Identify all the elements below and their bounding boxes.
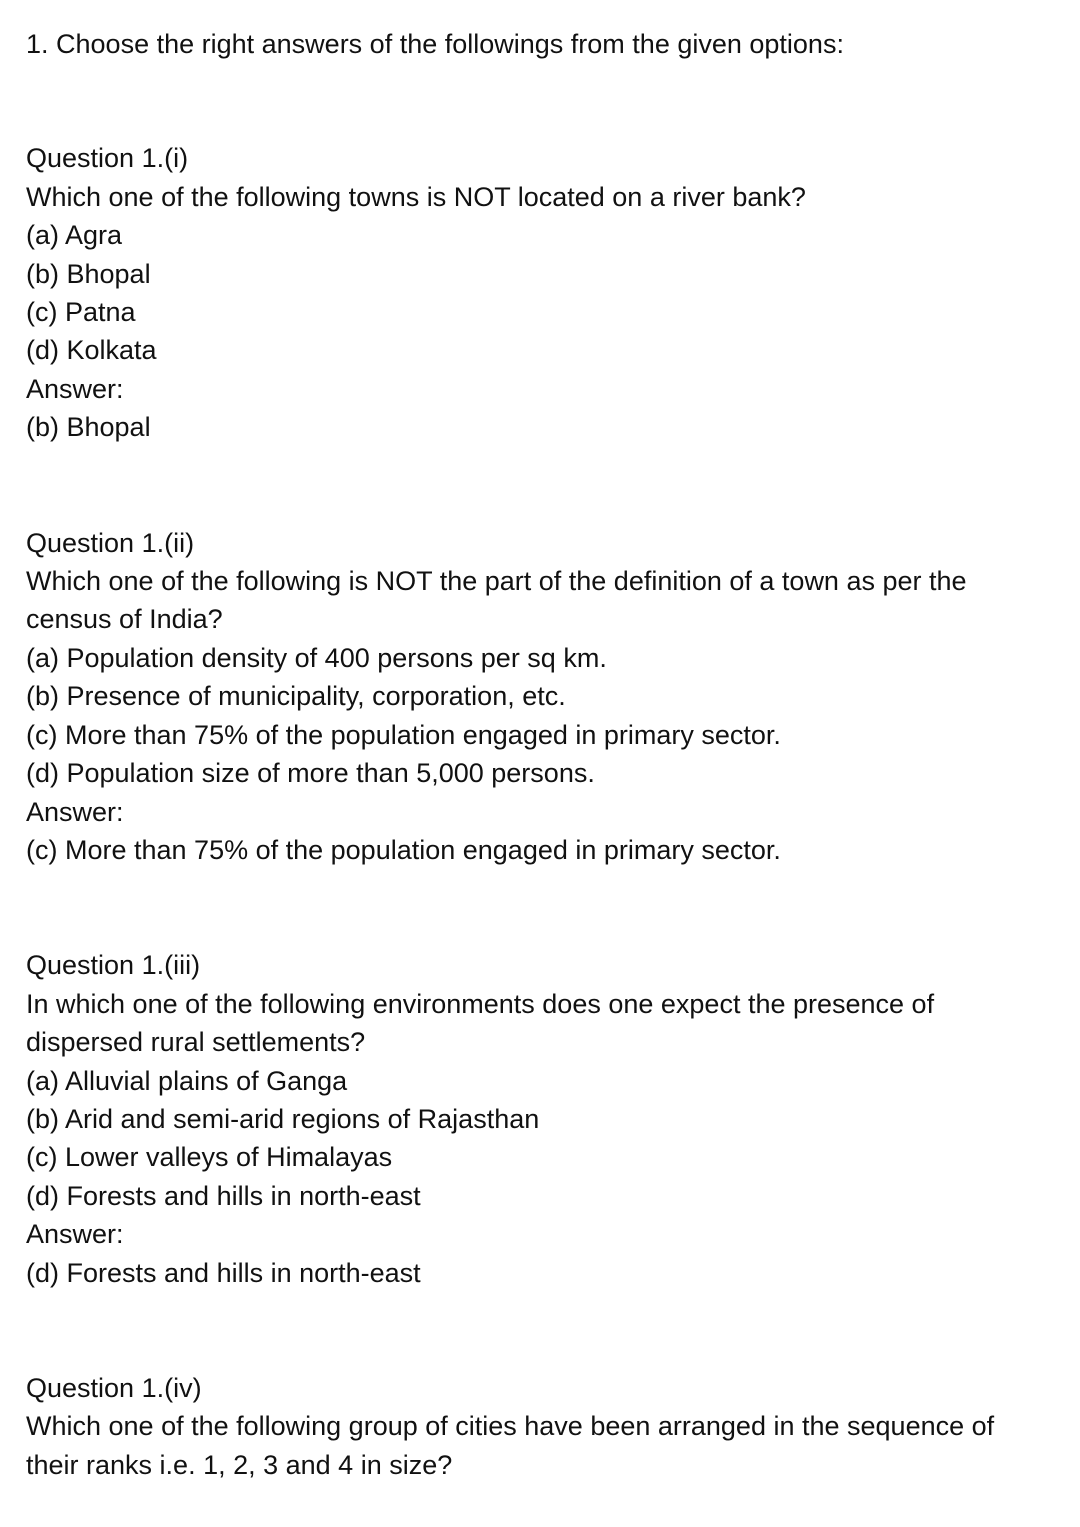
question-block-iv [26,1369,1054,1484]
option-b: (b) Arid and semi-arid regions of Rajasthan [26,1103,540,1134]
answer-label: Answer: [26,796,124,827]
question-text: In which one of the following environments does one expect the presence of dispersed rural settlements? [26,988,935,1058]
option-c: (c) Patna [26,297,136,328]
question-text: Which one of the following towns is NOT located on a river bank? [26,181,806,212]
answer-text: (c) More than 75% of the population engaged in primary sector. [26,834,781,865]
answer-label: Answer: [26,373,124,404]
question-number: Question 1.(iv) [26,1372,202,1403]
question-text: Which one of the following group of cities have been arranged in the sequence of their ranks i.e. 1, 2, 3 and 4 in size? [26,1411,995,1480]
option-b: (b) Presence of municipality, corporation, etc. [26,681,566,712]
question-number: Question 1.(i) [26,143,189,174]
answer-label: Answer: [26,1219,124,1250]
option-c: (c) Lower valleys of Himalayas [26,1142,393,1173]
option-d: (d) Kolkata [26,335,157,366]
option-d: (d) Forests and hills in north-east [26,1180,421,1211]
question-number: Question 1.(ii) [26,527,195,558]
question-text: Which one of the following is NOT the part of the definition of a town as per the census of India? [26,566,967,635]
option-a: (a) Agra [26,220,123,251]
answer-text: (d) Forests and hills in north-east [26,1257,421,1288]
option-b: (b) Bhopal [26,258,151,289]
option-c: (c) More than 75% of the population engaged in primary sector. [26,719,781,750]
question-block-iii [26,946,1054,1292]
option-d: (d) Population size of more than 5,000 persons. [26,758,595,789]
question-number: Question 1.(iii) [26,950,201,981]
options-list [26,216,1054,370]
option-a: (a) Alluvial plains of Ganga [26,1065,348,1096]
options-list [26,1062,1054,1216]
answer-text: (b) Bhopal [26,412,151,443]
option-a: (a) Population density of 400 persons per sq km. [26,642,607,673]
options-list [26,639,1054,793]
question-block-ii [26,524,1054,870]
question-block-i [26,139,1054,446]
instruction-heading: 1. Choose the right answers of the followings from the given options: [26,29,844,59]
